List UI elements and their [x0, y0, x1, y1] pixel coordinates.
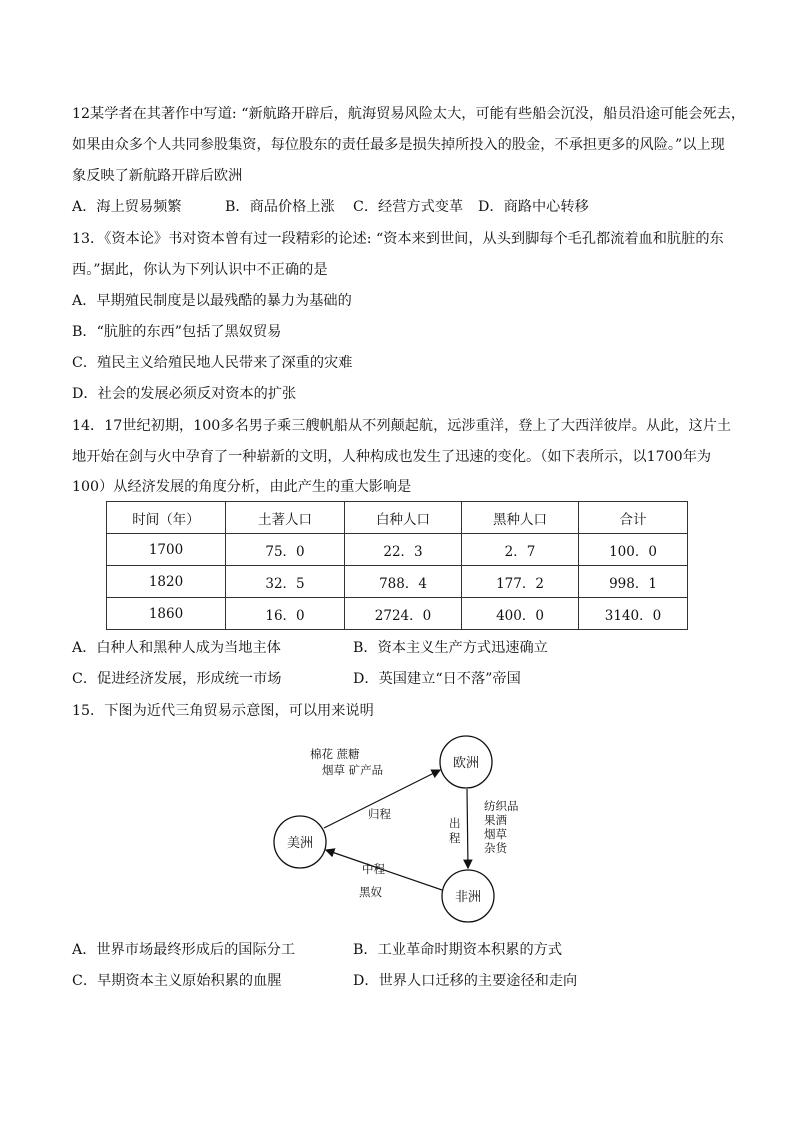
table-header: 时间（年）	[107, 502, 226, 534]
q12-option-b: B．商品价格上涨	[225, 199, 335, 215]
table-cell: 1820	[107, 566, 226, 598]
table-cell: 400．0	[462, 598, 579, 630]
table-cell: 75．0	[226, 534, 345, 566]
table-cell: 32．5	[226, 566, 345, 598]
table-cell: 3140．0	[579, 598, 688, 630]
q14-option-c: C．促进经济发展，形成统一市场	[72, 671, 282, 687]
q14-option-b: B．资本主义生产方式迅速确立	[353, 640, 548, 656]
outbound-goods-4: 杂货	[484, 841, 507, 855]
table-header: 白种人口	[345, 502, 462, 534]
q14-line-1: 14．17世纪初期，100多名男子乘三艘帆船从不列颠起航，远涉重洋，登上了大西洋彼岸。从此，这片土	[72, 418, 732, 434]
q12-line-2: 如果由众多个人共同参股集资，每位股东的责任最多是损失掉所投入的股金，不承担更多的风险。”以上现	[72, 137, 725, 153]
table-cell: 1700	[107, 534, 226, 566]
q12-option-a: A．海上贸易频繁	[72, 199, 182, 215]
q15-option-d: D．世界人口迁移的主要途径和走向	[353, 973, 578, 989]
q13-option-c: C．殖民主义给殖民地人民带来了深重的灾难	[72, 355, 353, 371]
middle-goods-label: 黑奴	[359, 885, 382, 899]
table-header: 土著人口	[226, 502, 345, 534]
q15-option-c: C．早期资本主义原始积累的血腥	[72, 973, 282, 989]
q13-option-a: A．早期殖民制度是以最残酷的暴力为基础的	[72, 293, 352, 309]
q14-line-3: 100）从经济发展的角度分析，由此产生的重大影响是	[72, 479, 412, 495]
return-goods-line-1: 棉花 蔗糖	[310, 747, 360, 761]
return-route-label: 归程	[368, 807, 391, 821]
q13-line-1: 13．《资本论》书对资本曾有过一段精彩的论述: “资本来到世间，从头到脚每个毛孔都流着血和肮脏的东	[72, 231, 724, 247]
table-cell: 16．0	[226, 598, 345, 630]
population-table	[106, 501, 688, 630]
q12-option-d: D．商路中心转移	[478, 199, 589, 215]
q12-line-3: 象反映了新航路开辟后欧洲	[72, 168, 243, 184]
table-header: 合计	[579, 502, 688, 534]
q12-option-c: C．经营方式变革	[353, 199, 464, 215]
q14-line-2: 地开始在剑与火中孕育了一种崭新的文明，人种构成也发生了迅速的变化。（如下表所示，以1700年为	[72, 449, 712, 465]
table-cell: 2724．0	[345, 598, 462, 630]
q15-line-1: 15．下图为近代三角贸易示意图，可以用来说明	[72, 703, 374, 719]
table-row	[107, 598, 688, 630]
outbound-goods-3: 烟草	[484, 827, 507, 841]
q13-line-2: 西。”据此，你认为下列认识中不正确的是	[72, 262, 328, 278]
q14-option-a: A．白种人和黑种人成为当地主体	[72, 640, 281, 656]
table-header-row	[107, 502, 688, 534]
table-cell: 788．4	[345, 566, 462, 598]
q13-option-b: B．“肮脏的东西”包括了黑奴贸易	[72, 324, 282, 340]
outbound-goods-1: 纺织品	[484, 799, 519, 813]
table-cell: 2．7	[462, 534, 579, 566]
table-row	[107, 534, 688, 566]
q15-option-a: A．世界市场最终形成后的国际分工	[72, 942, 296, 958]
outbound-route-arrow	[467, 789, 468, 868]
q15-option-b: B．工业革命时期资本积累的方式	[353, 942, 563, 958]
table-cell: 22．3	[345, 534, 462, 566]
america-label: 美洲	[286, 836, 314, 851]
table-cell: 100．0	[579, 534, 688, 566]
q12-line-1: 12某学者在其著作中写道: “新航路开辟后，航海贸易风险太大，可能有些船会沉没，船员沿途可能会死去，	[72, 106, 746, 122]
triangle-trade-diagram	[262, 734, 542, 934]
q13-option-d: D．社会的发展必须反对资本的扩张	[72, 386, 297, 402]
return-goods-line-2: 烟草 矿产品	[322, 763, 384, 777]
outbound-label-2: 程	[449, 831, 461, 845]
outbound-label-1: 出	[449, 816, 461, 830]
outbound-goods-2: 果酒	[484, 813, 507, 827]
q14-option-d: D．英国建立“日不落”帝国	[353, 671, 521, 687]
europe-label: 欧洲	[452, 756, 480, 771]
table-cell: 1860	[107, 598, 226, 630]
table-cell: 998．1	[579, 566, 688, 598]
table-row	[107, 566, 688, 598]
middle-route-label: 中程	[362, 862, 385, 876]
table-cell: 177．2	[462, 566, 579, 598]
africa-label: 非洲	[454, 890, 482, 905]
table-header: 黑种人口	[462, 502, 579, 534]
